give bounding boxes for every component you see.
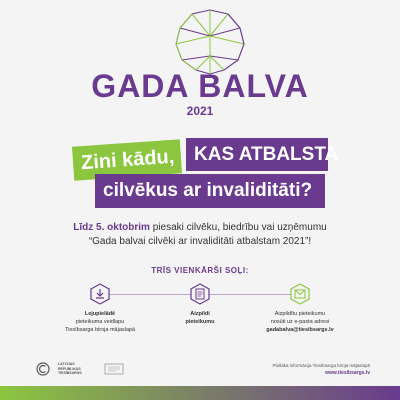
form-icon — [189, 283, 211, 305]
round-emblem-logo — [36, 362, 50, 376]
envelope-icon — [289, 283, 311, 305]
footer-note — [230, 362, 370, 377]
footer-url-link[interactable]: www.tiesibsargs.lv — [325, 370, 370, 376]
step-2-line-1: pieteikumu — [185, 319, 215, 325]
deadline-date: Līdz 5. oktobrim — [73, 222, 150, 233]
headline-second-line-purple: cilvēkus ar invaliditāti? — [95, 174, 325, 208]
campaign-title: GADA BALVA — [91, 68, 309, 104]
step-1-line-2: Tiesībsarga biroja mājaslapā — [64, 327, 136, 333]
headline-question-green: Zini kādu, — [72, 139, 182, 180]
campaign-year: 2021 — [186, 104, 214, 118]
step-1-line-1: pieteikuma veidlapu — [75, 319, 125, 325]
step-1-bold: Lejupielādē — [84, 311, 116, 317]
step-3-line-1: Aizpildītu pieteikumu — [274, 311, 326, 317]
download-icon — [89, 283, 111, 305]
footer-note-text: Plašāka informācija Tiesībsarga biroja mājaslapā — [272, 363, 370, 368]
steps-title: TRĪS VIENKĀRŠI SOĻI: — [151, 266, 249, 275]
bottom-gradient-bar — [0, 386, 400, 400]
step-2-text — [150, 310, 250, 326]
step-3-line-2: nosūti uz e-pasta adresi — [270, 319, 330, 325]
step-3-email[interactable]: gadabalva@tiesibsargs.lv — [266, 327, 334, 333]
step-1-text — [50, 310, 150, 334]
headline-caps-purple: KAS ATBALSTA — [186, 138, 328, 171]
step-3-text — [250, 310, 350, 334]
ombudsman-logo: LATVIJAS REPUBLIKAS TIESĪBSARGS — [58, 362, 82, 375]
partner-logo — [104, 362, 124, 376]
body-line-1-text: piesaki cilvēku, biedrību vai uzņēmumu — [149, 222, 327, 233]
step-2-bold: Aizpildi — [190, 311, 210, 317]
body-line-2: “Gada balvai cilvēki ar invaliditāti atbalstam 2021”! — [88, 236, 312, 247]
body-line-1 — [40, 222, 360, 233]
